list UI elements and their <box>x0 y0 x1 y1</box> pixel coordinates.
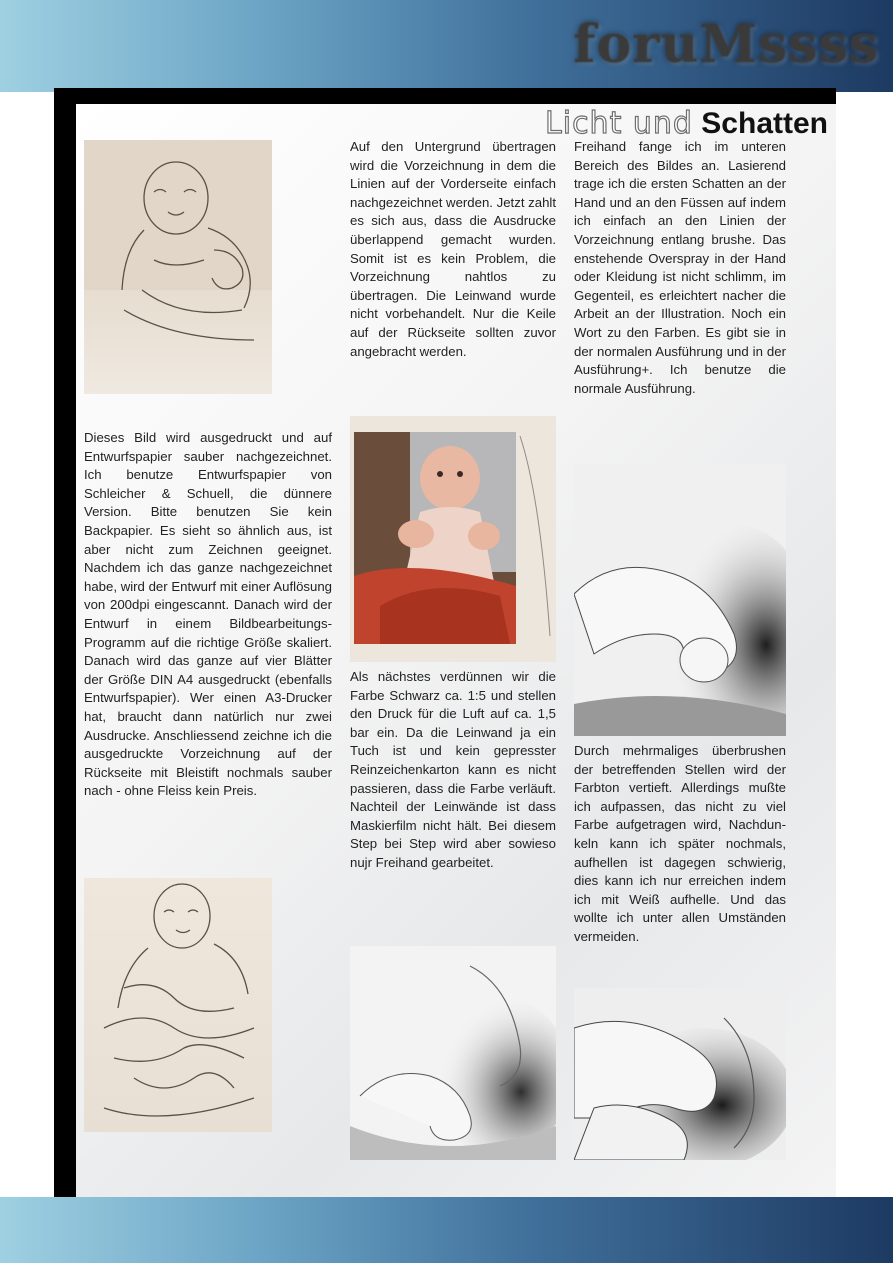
airbrush-hand-image <box>574 464 786 736</box>
bottom-banner <box>0 1197 893 1263</box>
col3-paragraph-2: Durch mehrmaliges überbrushen der betreffenden Stellen wird der Farbton vertieft. Allerdings mußte ich aufpassen, das nicht zu viel Farbe aufgetragen wird, Nachdunkeln kann ich später nochmals, aufhellen ist dagegen schwierig, dies kann ich nur erreichen indem ich mit Weiß aufhelle. Und das wollte ich unter allen Umständen vermeiden. <box>574 743 786 944</box>
title-light: Licht und <box>545 106 693 141</box>
col2-paragraph-1: Auf den Untergrund übertragen wird die Vorzeichnung in dem die Linien auf der Vorderseite einfach nachgezeichnet werden. Jetzt zahlt es sich aus, dass die Ausdrucke überlappend gemacht wurden. Somit ist es kein Problem, die Vorzeichnung nahtlos zu übertragen. Die Leinwand wurde nicht vorbehandelt. Nur die Keile auf der Rückseite sollten zuvor angebracht werden. <box>350 139 556 359</box>
top-banner <box>0 0 893 92</box>
airbrush-stage-image-1 <box>350 946 556 1160</box>
page-content <box>76 104 836 1197</box>
col3-paragraph-1: Freihand fange ich im unteren Bereich des Bildes an. Lasierend trage ich die ersten Schatten an der Hand und an den Füssen auf indem ich einfach an den Linien der Vorzeichnung entlang brushe. Das enstehende Overspray in der Hand oder Kleidung ist nicht schlimm, im Gegenteil, es erleichtert nacher die Arbeit an der Illustration. Noch ein Wort zu den Farben. Es gibt sie in der normalen Ausführung und in der Ausführung+. Ich benutze die normale Ausführung. <box>574 139 786 396</box>
baby-photo-image <box>350 416 556 662</box>
magazine-page <box>54 88 836 1197</box>
article-title <box>545 106 828 141</box>
baby-sketch-image-top <box>84 140 272 394</box>
baby-sketch-image-bottom <box>84 878 272 1132</box>
col1-paragraph: Dieses Bild wird ausgedruckt und auf Entwurfspapier sauber nachgezeichnet. Ich benutze Entwurfspapier von Schleicher & Schuell, die dünnere Version. Bitte benutzen Sie kein Backpapier. Es sieht so ähnlich aus, ist aber nicht zum Zeichnen geeignet. Nachdem ich das ganze nachgezeichnet habe, wird der Entwurf mit einer Auflösung von 200dpi eingescannt. Danach wird der Entwurf in einem Bildbearbeitungs-Programm auf die richtige Größe skaliert. Danach wird das ganze auf vier Blätter der Größe DIN A4 ausgedruckt (ebenfalls Entwurfspapier). Wer einen A3-Drucker hat, braucht dann natürlich nur zwei Ausdrucke. Anschliessend zeichne ich die ausgedruckte Vorzeichnung auf der Rückseite mit Bleistift nochmals sauber nach - ohne Fleiss kein Preis. <box>84 430 332 799</box>
airbrush-stage-image-2 <box>574 988 786 1160</box>
title-bold: Schatten <box>701 107 828 140</box>
col2-paragraph-2: Als nächstes verdünnen wir die Farbe Schwarz ca. 1:5 und stellen den Druck für die Luft auf ca. 1,5 bar ein. Da die Leinwand ja ein Tuch ist und kein gepresster Reinzeichenkarton kann es nicht passieren, dass die Farbe verläuft. Nachteil der Leinwände ist dass Maskierfilm nicht hält. Bei diesem Step bei Step wird aber sowieso nujr Freihand gearbeitet. <box>350 669 556 870</box>
forum-logo: foruMssss <box>573 14 879 75</box>
